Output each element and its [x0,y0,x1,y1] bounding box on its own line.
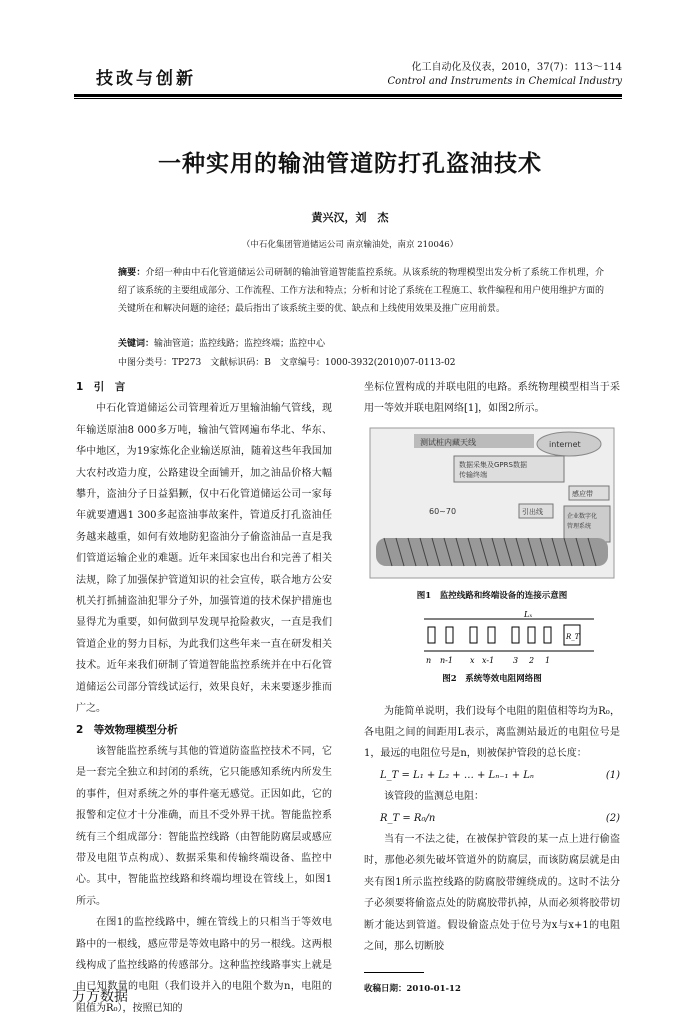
authors: 黄兴汉，刘 杰 [311,211,389,224]
abstract-text: 介绍一种由中石化管道储运公司研制的输油管道智能监控系统。从该系统的物理模型出发分析了系统工作机理，介绍了该系统的主要组成部分、工作流程、工作方法和特点；分析和讨论了系统在工程施工、软件编程和用户使用维护方面的关键所在和解决问题的途径；最后指出了该系统主要的优、缺点和上线使用效果及推广应用前景。 [118,268,605,314]
abstract-label: 摘要： [118,268,146,278]
section-label: 技改与创新 [96,69,196,89]
section-heading-2: 2 等效物理模型分析 [76,723,178,736]
equation-number: (1) [605,769,620,781]
fig1-label: 管理系统 [567,522,592,530]
keywords-label: 关键词： [118,339,155,349]
fig1-label: 60~70 [429,506,457,516]
equation-text: L_T = L₁ + L₂ + … + Lₙ₋₁ + Lₙ [380,769,534,781]
fig1-label: internet [549,439,581,449]
equation-1 [364,765,620,786]
figure-1 [364,426,620,586]
right-column [364,377,620,1000]
fig2-node-label: 1 [545,656,551,666]
paragraph: 该管段的监测总电阻： [384,791,484,803]
paragraph: 中石化管道储运公司管理着近万里输油输气管线，现年输送原油8 000多万吨，输油气管网遍布华北、华东、华中地区，为19家炼化企业输送原油，随着这些年我国加大农村改造力度，公路建设全面铺开，加之油品价格大幅攀升，盗油分子日益猖獗，仅中石化管道储运公司一家每年就要遭遇1 300多起盗油事故案件，管道反打孔盗油任务越来越重，如何有效地防犯盗油分子偷盗油品一直是我们管道运输企业的难题。近年来国家也出台和完善了相关法规，除了加强保护管道知识的社会宣传，联合地方公安机关打抓捕盗油犯罪分子外，加强管道的技术保护措施也显得尤为重要，如何做到早发现早抢险救灾，一直是我们管道企业的努力目标，为此我们这些年来一直在研发相关技术。近年来我们研制了管道智能监控系统并在中石化管道储运公司部分管线试运行，效果良好，未来要逐步推而广之。 [76,403,332,715]
abstract [118,264,604,318]
fig2-node-label: n [426,656,432,666]
fig2-top-label: Lₓ [524,611,533,620]
fig2-node-label: 2 [529,656,535,666]
fig2-node-label: 3 [513,656,519,666]
left-column [76,377,332,1019]
fig2-node-label: x [470,656,475,666]
fig2-rt-label: R_T [566,633,580,642]
footnote-rule [364,972,424,973]
paragraph: 坐标位置构成的并联电阻的电路。系统物理模型相当于采用一等效并联电阻网络[1]，如图2所示。 [364,382,620,415]
paper-title: 一种实用的输油管道防打孔盗油技术 [158,151,542,177]
paragraph: 该智能监控系统与其他的管道防盗监控技术不同，它是一套完全独立和封闭的系统，它只能感知系统内所发生的事件，但对系统之外的事件毫无感觉。正因如此，它的报警和定位才十分准确，而且不受外界干扰。智能监控系统有三个组成部分：智能监控线路（由智能防腐层或感应带及电阻节点构成）、数据采集和传输终端设备、监控中心。其中，智能监控线路和终端均埋设在管线上，如图1所示。 [76,745,332,907]
figure-1-caption: 图1 监控线路和终端设备的连接示意图 [416,590,568,601]
keywords [118,336,604,349]
fig2-node-label: n-1 [440,656,453,666]
keywords-text: 输油管道；监控线路；监控终端；监控中心 [154,339,326,349]
paragraph: 为能简单说明，我们设每个电阻的阻值相等均为R₀，各电阻之间的间距用L表示，离监测站最近的电阻位号是1，最远的电阻位号是n，则被保护管段的总长度： [364,705,620,760]
equation-text: R_T = R₀/n [380,812,436,824]
fig2-node-label: x-1 [482,656,495,666]
fig1-label: 测试桩内藏天线 [420,437,476,447]
classification: 中图分类号：TP273 文献标识码：B 文章编号：1000-3932(2010)07-0113-02 [118,358,456,368]
section-heading-1: 1 引 言 [76,381,126,393]
pipeline [376,538,608,566]
fig1-label: 引出线 [522,507,543,516]
header-rule-thin [74,98,622,99]
footer-watermark: 万方数据 [72,989,128,1005]
equation-2 [364,808,620,829]
received-date: 收稿日期：2010-01-12 [364,983,461,994]
affiliation: （中石化集团管道储运公司 南京输油处，南京 210046） [241,240,459,250]
fig1-label: 传输终端 [459,470,487,479]
fig1-label: 数据采集及GPRS数据 [459,460,527,469]
figure-2-caption: 图2 系统等效电阻网络图 [442,674,542,685]
fig1-label: 企业数字化 [567,512,598,520]
paragraph: 当有一不法之徒，在被保护管段的某一点上进行偷盗时，那他必须先破坏管道外的防腐层，而该防腐层就是由夹有图1所示监控线路的防腐胶带缠绕成的。这时不法分子必须要将偷盗点处的防腐胶带扒掉，从而必须将胶带切断才能达到管道。假设偷盗点处于位号为x与x+1的电阻之间，那么切断胶 [364,834,620,953]
paragraph: 在图1的监控线路中，缠在管线上的只相当于等效电路中的一根线，感应带是等效电路中的另一根线。这两根线构成了监控线路的传感部分。这种监控线路事实上就是由已知数量的电阻（我们设并入的电阻个数为n，电阻的阻值为R₀），按照已知的 [76,917,332,1014]
fig1-label: 感应带 [572,489,593,498]
journal-name: Control and Instruments in Chemical Industry [387,76,622,87]
equation-number: (2) [605,812,620,824]
figure-2 [364,611,620,669]
citation: 化工自动化及仪表，2010，37(7)：113～114 [411,62,622,73]
header-rule [74,94,622,97]
